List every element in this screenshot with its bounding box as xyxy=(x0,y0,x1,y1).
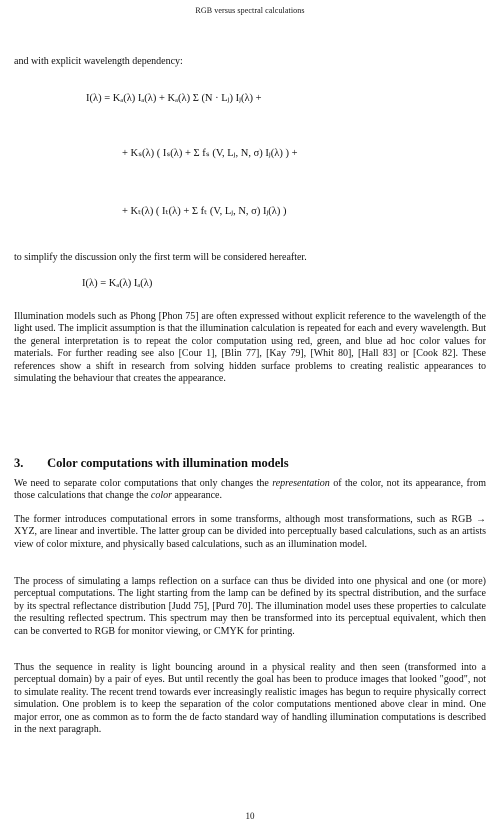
paragraph-illumination-models: Illumination models such as Phong [Phon 75] are often expressed without explicit reference to the wavelength of the light used. The implicit assumption is that the illumination calculation is repeated for each and every wavelength. But the general interpretation is to repeat the color computation using red, green, and blue ad hoc color values for materials. For further reading see also [Cour 1], [Blin 77], [Kay 79], [Whit 80], [Hall 83] or [Cook 82]. These references show a shift in research from solving hidden surface problems to creating realistic appearances to simulating the behaviour that creates the appearance. xyxy=(14,311,486,385)
equation-line-1-text: I(λ) = Kₐ(λ) Iₐ(λ) + Kₐ(λ) Σ (N · Lⱼ) Iⱼ(λ) + xyxy=(86,93,262,104)
simplify-line: to simplify the discussion only the first term will be considered hereafter. xyxy=(14,252,307,263)
equation-line-2 xyxy=(122,147,298,159)
section-number: 3. xyxy=(14,456,24,470)
equation-line-3 xyxy=(122,205,287,217)
paragraph-separate-computations xyxy=(14,478,486,503)
p2-b: representation xyxy=(272,478,330,489)
p2-a: We need to separate color computations that only changes the xyxy=(14,478,273,489)
paragraph-sequence-reality: Thus the sequence in reality is light bouncing around in a physical reality and then seen (transformed into a perceptual domain) by a pair of eyes. But until recently the goal has been to produce images that looked "good", not to simulate reality. The recent trend towards ever increasingly realistic images has begun to require physically correct simulation. One problem is to keep the separation of the color computations mentioned above clear in mind. One major error, one as common as to form the de facto standard way of handling illumination computations is described in the next paragraph. xyxy=(14,662,486,736)
paragraph-simulation-process: The process of simulating a lamps reflection on a surface can thus be divided into one physical and one (or more) perceptual computations. The light starting from the lamp can be defined by its spectral distribution, and the surface by its spectral reflectance distribution [Judd 75], [Purd 70]. The illumination model uses these properties to calculate the resulting reflected spectrum. This spectrum may then be transformed into its perceptual equivalent, which then can be converted to RGB for monitor viewing, or CMYK for printing. xyxy=(14,576,486,637)
p2-c: of the color, not its appearance, from those calculations that change the xyxy=(14,478,486,502)
equation-line-3-text: + Kₜ(λ) ( Iₜ(λ) + Σ fₜ (V, Lⱼ, N, σ) Iⱼ(λ) ) xyxy=(122,206,287,217)
running-head: RGB versus spectral calculations xyxy=(195,6,305,15)
equation-line-2-text: + Kₛ(λ) ( Iₛ(λ) + Σ fₛ (V, Lⱼ, N, σ) Iⱼ(λ) ) + xyxy=(122,148,298,159)
p2-d: color xyxy=(150,490,173,502)
section-heading xyxy=(14,456,289,471)
paragraph-former-latter: The former introduces computational errors in some transforms, although most transformations, such as RGB → XYZ, are linear and invertible. The latter group can be divided into perceptually based calculations, such as an artists view of color mixture, and physically based calculations, such as an illumination model. xyxy=(14,514,486,550)
equation-simple: I(λ) = Kₐ(λ) Iₐ(λ) xyxy=(82,278,153,289)
page-number: 10 xyxy=(245,811,255,821)
equation-line-1 xyxy=(86,92,262,104)
intro-line: and with explicit wavelength dependency: xyxy=(14,56,183,67)
section-title: Color computations with illumination models xyxy=(47,456,289,470)
p2-e: appearance. xyxy=(172,490,222,502)
